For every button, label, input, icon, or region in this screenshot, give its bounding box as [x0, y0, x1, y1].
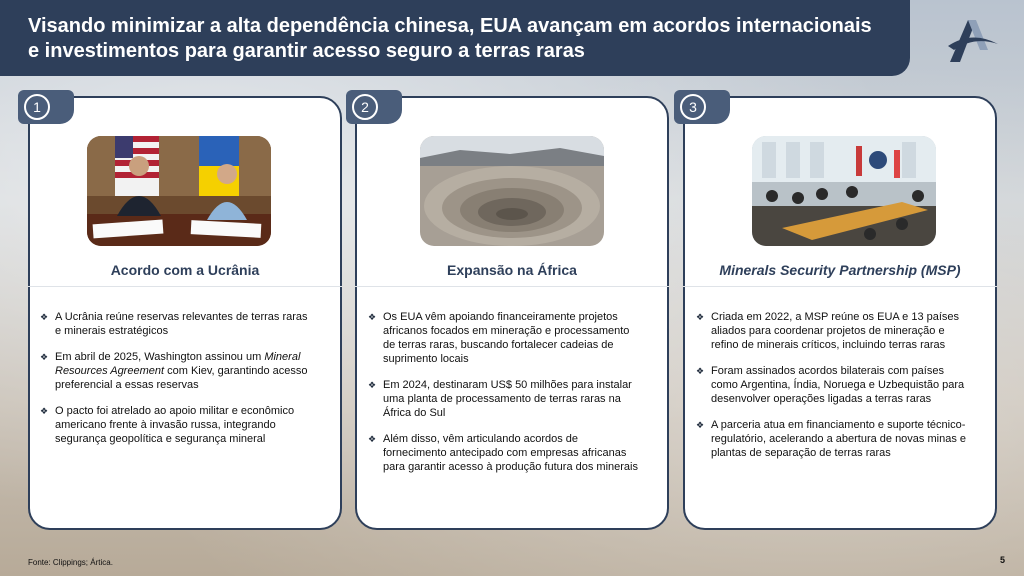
card-title: Acordo com a Ucrânia — [110, 262, 260, 278]
bullet-item: ❖ Criada em 2022, a MSP reúne os EUA e 13 países aliados para coordenar projetos de mineração e refino de minerais críticos, incluindo terras raras — [696, 310, 972, 352]
bullet-item: ❖ Os EUA vêm apoiando financeiramente projetos africanos focados em mineração e processamento de terras raras, buscando fortalecer cadeias de suprimento locais — [368, 310, 644, 366]
bullet-item: ❖ A Ucrânia reúne reservas relevantes de terras raras e minerais estratégicos — [40, 310, 316, 338]
open-pit-mine-photo — [420, 136, 604, 246]
bullet-item: ❖ Além disso, vêm articulando acordos de fornecimento antecipado com empresas africanas para garantir acesso à produção futura dos minerais — [368, 432, 644, 474]
card-number-badge — [674, 90, 730, 124]
card-number: 3 — [680, 94, 706, 120]
card-bullet-list — [696, 310, 972, 472]
card-divider — [683, 286, 997, 287]
card-title: Minerals Security Partnership (MSP) — [719, 262, 961, 278]
signing-ceremony-photo — [87, 136, 271, 246]
card-number-badge — [346, 90, 402, 124]
artica-logo-icon — [944, 16, 1000, 64]
bullet-item: ❖ O pacto foi atrelado ao apoio militar e econômico americano frente à invasão russa, integrando segurança geopolítica e segurança mineral — [40, 404, 316, 446]
card-bullet-list — [40, 310, 316, 458]
card-divider — [355, 286, 669, 287]
bullet-item: ❖ Foram assinados acordos bilaterais com países como Argentina, Índia, Noruega e Uzbequistão para desenvolver operações ligadas a terras raras — [696, 364, 972, 406]
bullet-item: ❖ Em abril de 2025, Washington assinou um Mineral Resources Agreement com Kiev, garantindo acesso preferencial a essas reservas — [40, 350, 316, 392]
conference-meeting-photo — [752, 136, 936, 246]
card-divider — [28, 286, 342, 287]
card-bullet-list — [368, 310, 644, 486]
source-footnote: Fonte: Clippings; Ártica. — [28, 558, 113, 567]
page-number: 5 — [1000, 555, 1006, 565]
card-number: 1 — [24, 94, 50, 120]
title-banner — [0, 0, 910, 76]
card-number: 2 — [352, 94, 378, 120]
page-title: Visando minimizar a alta dependência chinesa, EUA avançam em acordos internacionais e investimentos para garantir acesso seguro a terras raras — [28, 15, 872, 62]
card-number-badge — [18, 90, 74, 124]
bullet-item: ❖ A parceria atua em financiamento e suporte técnico-regulatório, acelerando a abertura de novas minas e plantas de separação de terras raras — [696, 418, 972, 460]
card-title: Expansão na África — [447, 262, 577, 278]
bullet-item: ❖ Em 2024, destinaram US$ 50 milhões para instalar uma planta de processamento de terras raras na África do Sul — [368, 378, 644, 420]
